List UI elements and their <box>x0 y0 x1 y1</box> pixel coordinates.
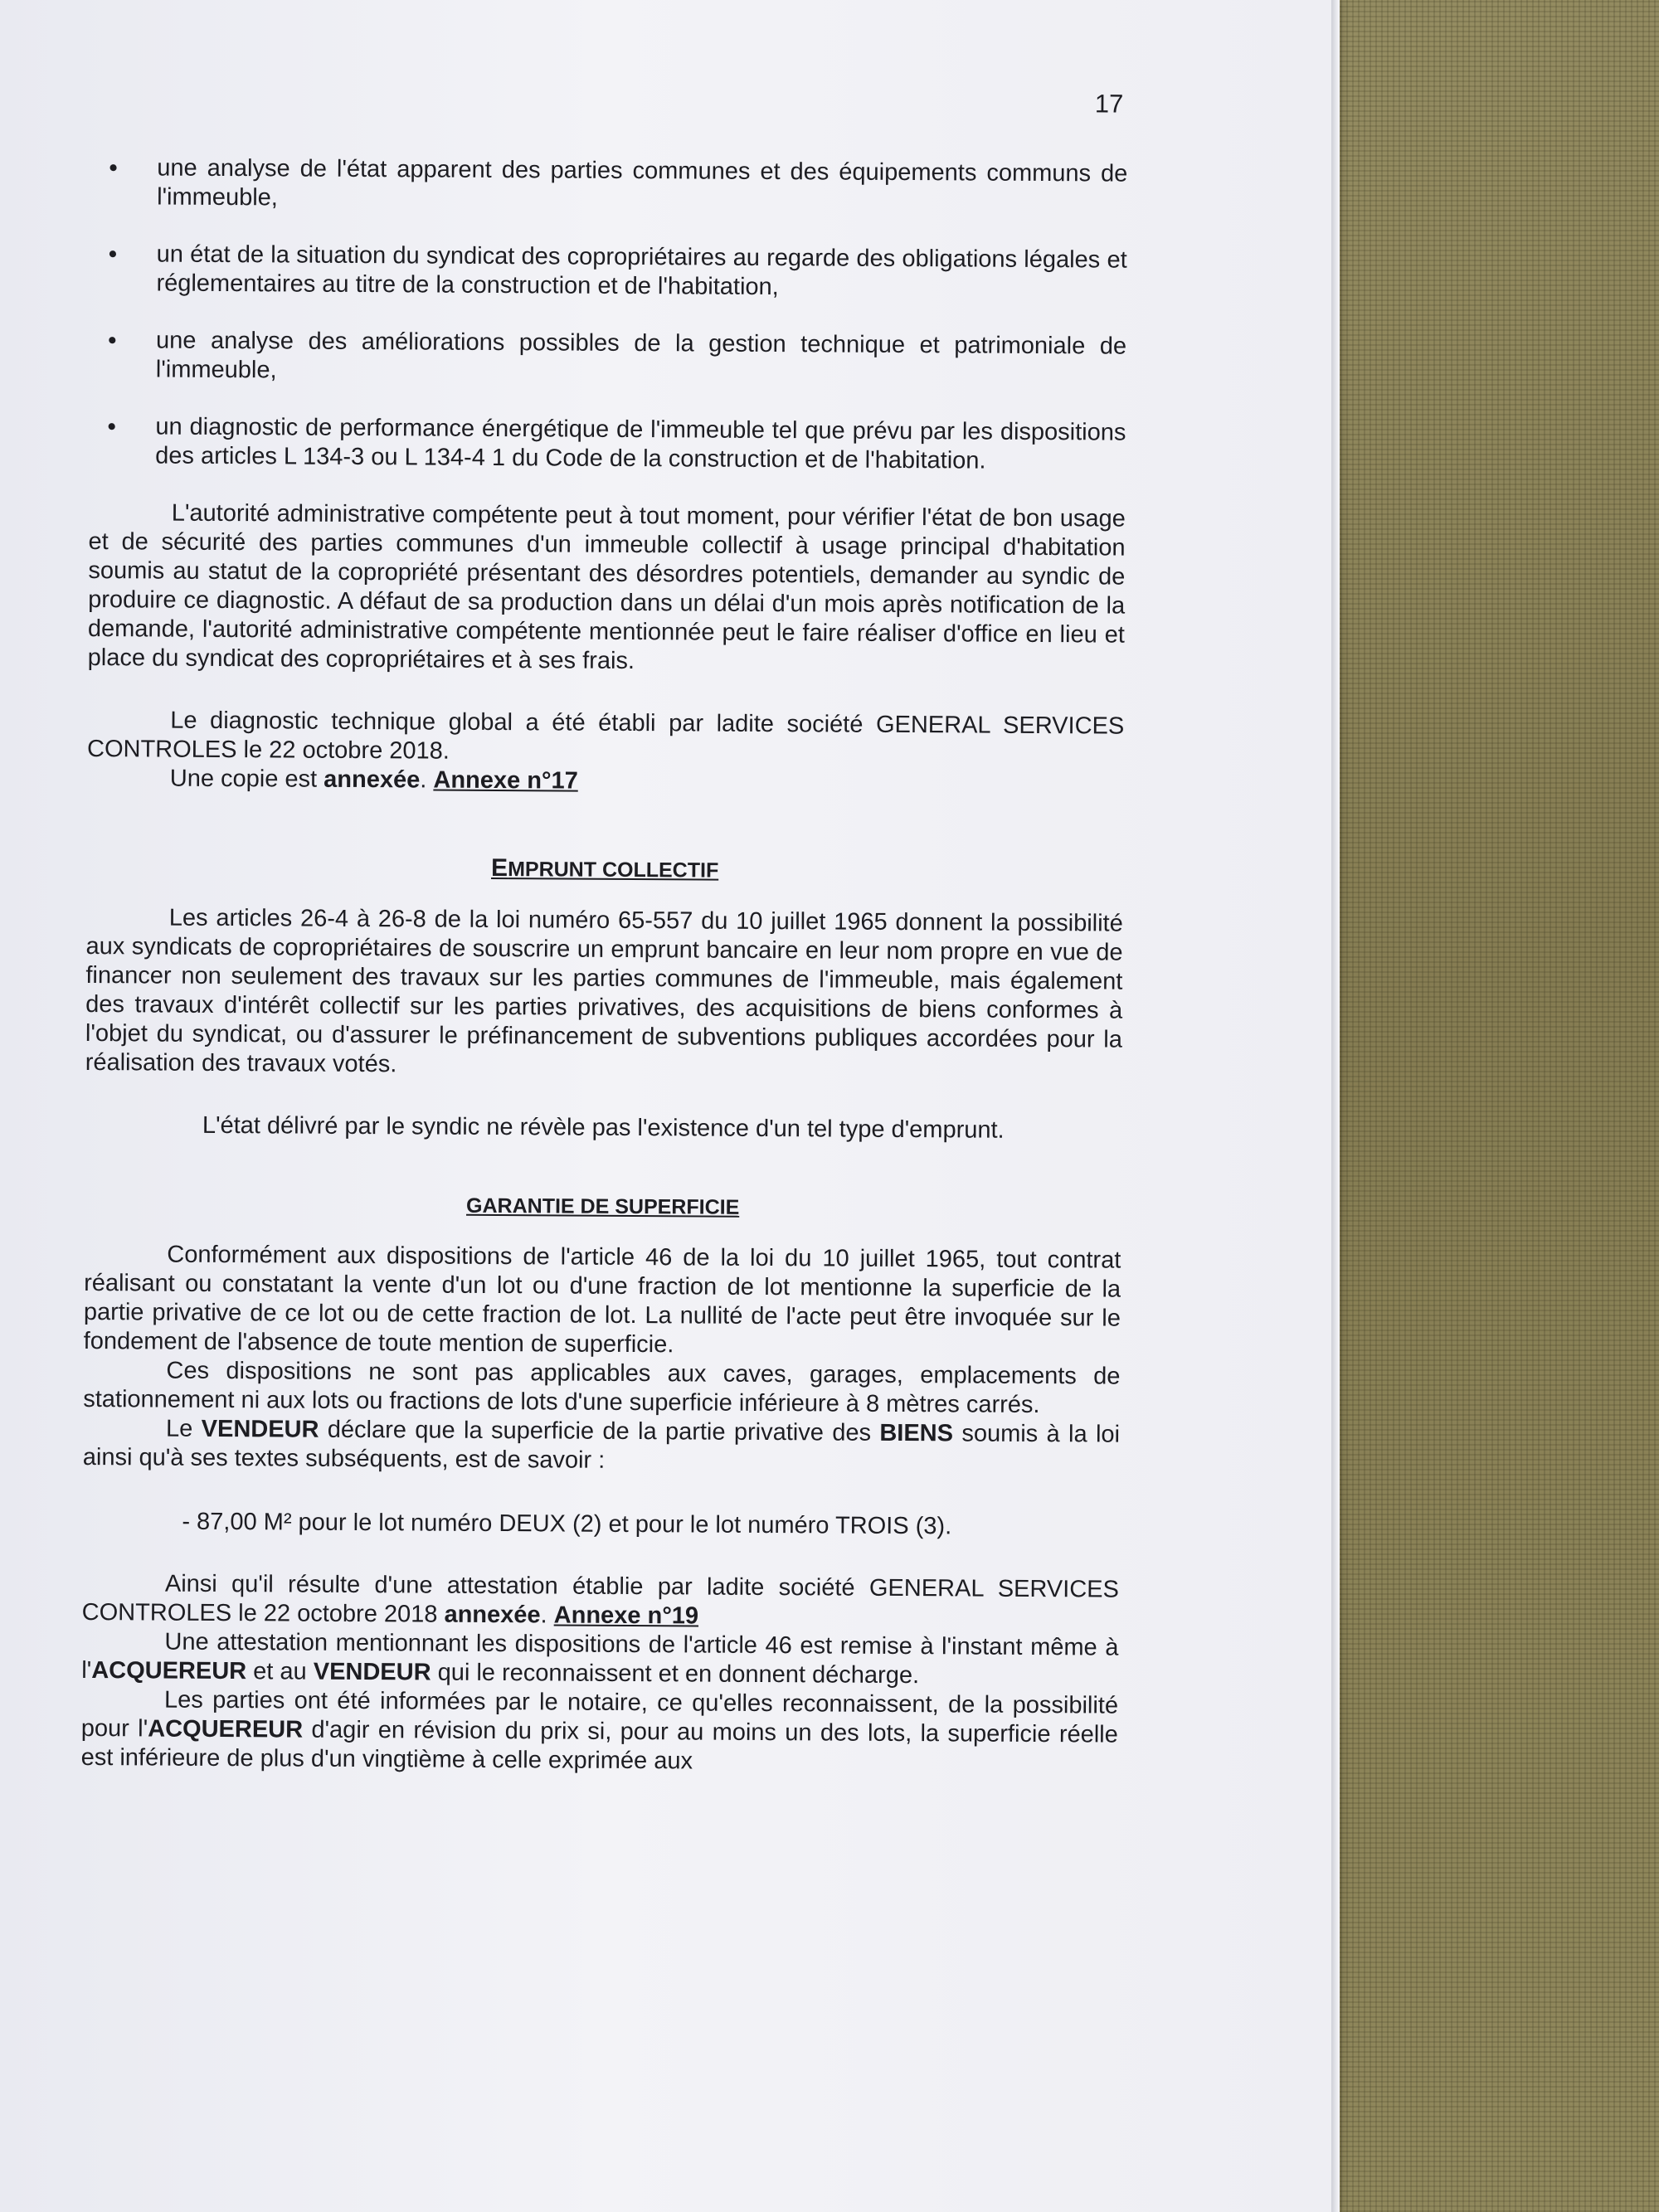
list-item <box>90 240 1126 304</box>
copie-bold: annexée <box>324 766 421 794</box>
copie-text: Une copie est <box>169 765 324 793</box>
paragraph-garantie-4 <box>82 1569 1119 1634</box>
paragraph-garantie-3 <box>83 1414 1120 1479</box>
text-fragment: Ainsi qu'il résulte d'une attestation établie par ladite société GENERAL SERVICES CONTROLES le 22 octobre 2018 <box>81 1570 1119 1628</box>
paragraph-garantie-2: Ces dispositions ne sont pas applicables aux caves, garages, emplacements de stationnement ni aux lots ou fractions de lots d'une superficie inférieure à 8 mètres carrés. <box>83 1357 1121 1419</box>
annexee-bold: annexée <box>444 1601 541 1629</box>
text-fragment: déclare que la superficie de la partie privative des <box>319 1416 880 1446</box>
paragraph-garantie-6 <box>81 1685 1119 1779</box>
text-fragment: d'agir en révision du prix si, pour au moins un des lots, la superficie réelle est inférieure de plus d'un vingtième à celle exprimée aux <box>80 1716 1118 1775</box>
bullet-icon: • <box>107 327 117 355</box>
paragraph-emprunt-2: L'état délivré par le syndic ne révèle pas l'existence d'un tel type d'emprunt. <box>202 1111 1005 1144</box>
list-item <box>89 412 1126 477</box>
section-heading-garantie: GARANTIE DE SUPERFICIE <box>466 1194 740 1219</box>
bullet-text: une analyse de l'état apparent des parties communes et des équipements communs de l'immeuble, <box>157 154 1128 211</box>
page-edge <box>1331 0 1340 2212</box>
text-fragment: . <box>540 1602 554 1629</box>
text-fragment: soumis à la loi ainsi qu'à ses textes subséquents, est de savoir : <box>82 1420 1121 1474</box>
text-fragment: et au <box>246 1658 314 1685</box>
bullet-list <box>89 153 1127 477</box>
fabric-background <box>1294 0 1659 2212</box>
bullet-text: une analyse des améliorations possibles de la gestion technique et patrimoniale de l'immeuble, <box>155 327 1127 384</box>
paragraph-copie <box>87 764 1124 800</box>
bullet-icon: • <box>109 154 118 182</box>
vendeur-bold: VENDEUR <box>313 1658 431 1686</box>
annex-19-link: Annexe n°19 <box>553 1602 699 1630</box>
paragraph-emprunt-1: Les articles 26-4 à 26-8 de la loi numéro 65-557 du 10 juillet 1965 donnent la possibilité aux syndicats de copropriétaires de souscrire un emprunt bancaire en leur nom propre en vue de financer non seulement des travaux sur les parties communes de l'immeuble, mais également des travaux d'intérêt collectif sur les parties privatives, des acquisitions de biens conformes à l'objet du syndicat, ou d'assurer le préfinancement de subventions publiques accordées pour la réalisation des travaux votés. <box>85 904 1123 1078</box>
section-heading-emprunt <box>86 851 1123 888</box>
vendeur-bold: VENDEUR <box>201 1415 319 1443</box>
bullet-text: un diagnostic de performance énergétique de l'immeuble tel que prévu par les dispositions des articles L 134-3 ou L 134-4 1 du Code de la construction et de l'habitation. <box>155 413 1126 474</box>
document-body <box>81 79 1128 1779</box>
bullet-text: un état de la situation du syndicat des copropriétaires au regarde des obligations légales et réglementaires au titre de la construction et de l'habitation, <box>156 241 1127 301</box>
text-fragment: Le <box>165 1415 202 1442</box>
heading-initial: E <box>491 853 508 882</box>
paragraph-garantie-5 <box>81 1627 1118 1692</box>
paragraph-garantie-1: Conformément aux dispositions de l'article 46 de la loi du 10 juillet 1965, tout contrat réalisant ou constatant la vente d'un lot ou d'une fraction de lot mentionne la superficie de la partie privative de ce lot ou de cette fraction de lot. La nullité de l'acte peut être invoquée sur le fondement de l'absence de toute mention de superficie. <box>83 1241 1121 1359</box>
biens-bold: BIENS <box>879 1419 954 1447</box>
copie-separator: . <box>420 766 434 794</box>
list-item <box>90 326 1126 391</box>
bullet-icon: • <box>108 241 118 269</box>
surface-item: - 87,00 M² pour le lot numéro DEUX (2) et pour le lot numéro TROIS (3). <box>182 1508 952 1540</box>
acquereur-bold: ACQUEREUR <box>148 1715 304 1743</box>
paragraph-diagnostic: Le diagnostic technique global a été établi par ladite société GENERAL SERVICES CONTROLES le 22 octobre 2018. <box>86 707 1125 765</box>
annex-17-link: Annexe n°17 <box>433 766 578 795</box>
heading-rest: MPRUNT COLLECTIF <box>508 858 719 882</box>
text-fragment: Les parties ont été informées par le notaire, ce qu'elles reconnaissent, de la possibilité pour l' <box>80 1686 1119 1743</box>
bullet-icon: • <box>107 413 117 441</box>
text-fragment: qui le reconnaissent et en donnent décharge. <box>431 1659 920 1689</box>
page-number: 17 <box>1094 89 1124 119</box>
paragraph-autorite: L'autorité administrative compétente peut à tout moment, pour vérifier l'état de bon usage et de sécurité des parties communes d'un immeuble collectif à usage principal d'habitation soumis au statut de la copropriété présentant des désordres potentiels, demander au syndic de produire ce diagnostic. A défaut de sa production dans un délai d'un mois après notification de la demande, l'autorité administrative compétente mentionnée peut le faire réaliser d'office en lieu et place du syndicat des copropriétaires et à ses frais. <box>87 499 1126 675</box>
acquereur-bold: ACQUEREUR <box>91 1657 247 1685</box>
text-fragment: Une attestation mentionnant les dispositions de l'article 46 est remise à l'instant même à l' <box>81 1628 1119 1685</box>
list-item <box>90 153 1127 218</box>
